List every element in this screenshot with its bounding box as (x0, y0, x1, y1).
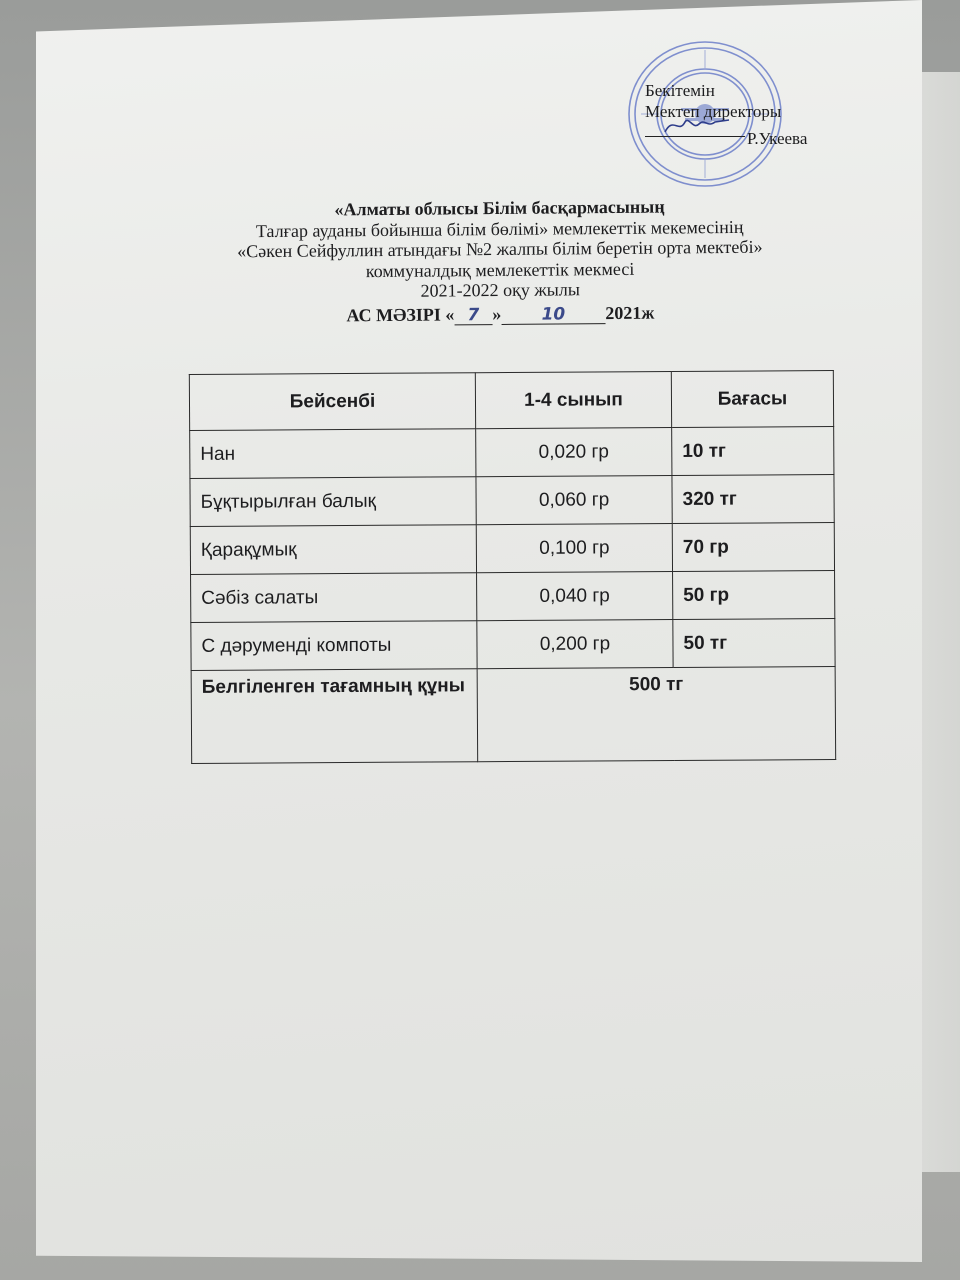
menu-table (189, 370, 836, 764)
table-row (191, 571, 835, 623)
menu-month: 10 (501, 305, 605, 325)
dish-name: Қарақұмық (190, 525, 476, 575)
header-line-4: коммуналдық мемлекеттік мекмесі (365, 258, 635, 281)
table-row (190, 523, 834, 575)
approval-position: Мектеп директоры (645, 102, 782, 121)
dish-qty: 0,200 гр (477, 620, 673, 669)
header-line-2: Талғар ауданы бойынша білім бөлімі» мемлекеттік мекемесінің (255, 216, 744, 241)
table-row (190, 427, 834, 479)
menu-year: 2021ж (605, 302, 655, 323)
header-line-5: 2021-2022 оқу жылы (420, 279, 581, 301)
approval-title: Бекітемін (645, 81, 715, 100)
approval-block (645, 80, 807, 149)
dish-name: Нан (190, 429, 476, 479)
adjacent-paper-edge (918, 72, 960, 1172)
table-row (190, 475, 834, 527)
table-header-day: Бейсенбі (189, 373, 475, 431)
dish-price: 50 тг (673, 619, 835, 668)
dish-name: Бұқтырылған балық (190, 477, 476, 527)
menu-mid: » (492, 303, 502, 324)
document-header (159, 195, 840, 327)
table-header-class: 1-4 сынып (475, 372, 671, 429)
table-header-row (189, 371, 833, 431)
table-row (191, 619, 835, 671)
table-total-row (191, 667, 836, 764)
header-line-3: «Сәкен Сейфуллин атындағы №2 жалпы білім беретін орта мектебі» (237, 236, 763, 262)
menu-day: 7 (454, 306, 492, 325)
dish-price: 10 тг (672, 427, 834, 476)
approval-signer: Р.Укеева (747, 129, 808, 148)
dish-name: Сәбіз салаты (191, 573, 477, 623)
table-header-price: Бағасы (671, 371, 833, 428)
handwritten-signature-icon (645, 122, 745, 137)
approval-signature-line (645, 122, 807, 149)
dish-qty: 0,060 гр (476, 476, 672, 525)
menu-title-prefix: АС МӘЗІРІ « (346, 303, 455, 325)
total-value: 500 тг (477, 667, 836, 762)
dish-name: С дәруменді компоты (191, 621, 477, 671)
dish-qty: 0,100 гр (476, 524, 672, 573)
header-line-1: «Алматы облысы Білім басқармасының (334, 196, 665, 220)
dish-qty: 0,020 гр (476, 428, 672, 477)
dish-price: 70 гр (672, 523, 834, 572)
total-label: Белгіленген тағамның құны (191, 669, 478, 764)
dish-price: 320 тг (672, 475, 834, 524)
dish-qty: 0,040 гр (477, 572, 673, 621)
dish-price: 50 гр (673, 571, 835, 620)
